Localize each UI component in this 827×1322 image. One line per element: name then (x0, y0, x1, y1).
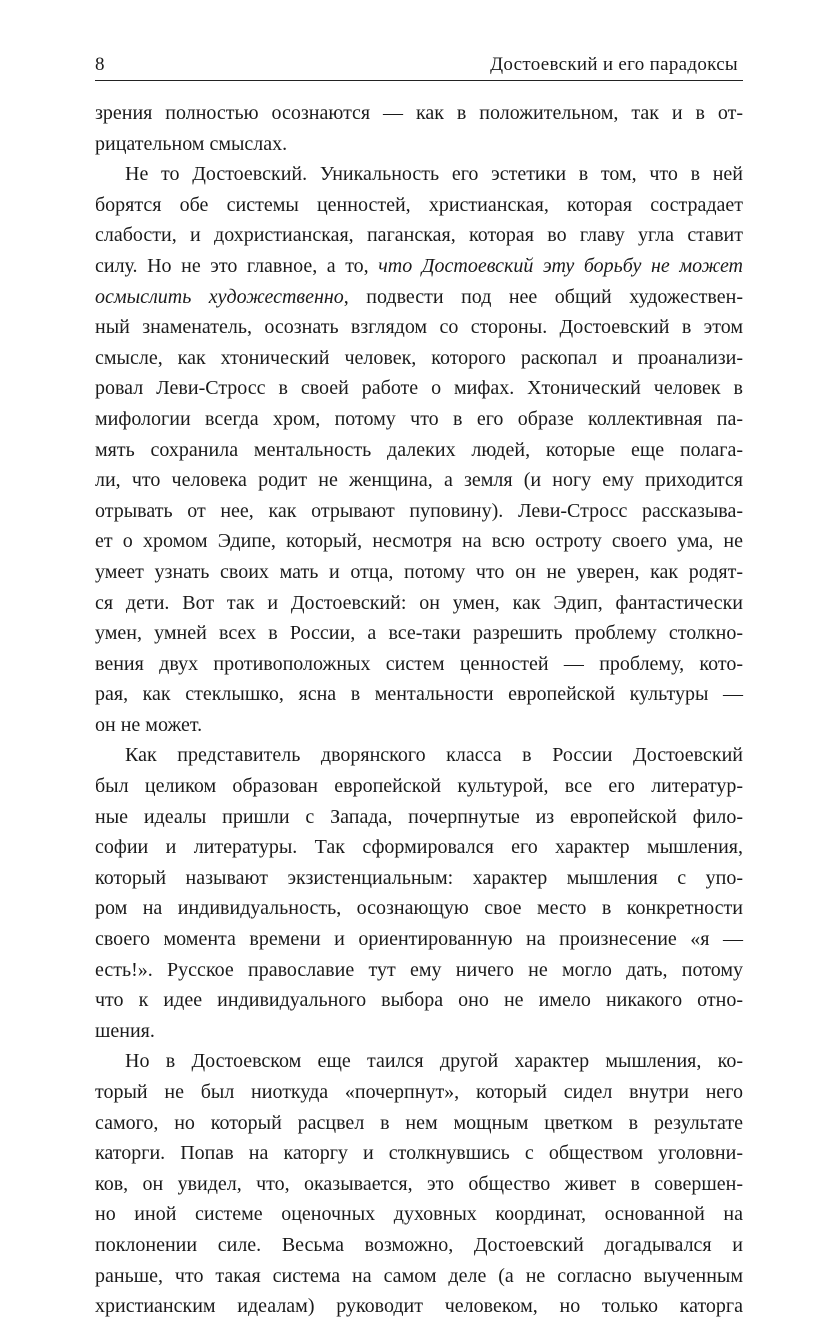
text-line: ся дети. Вот так и Достоевский: он умен, как Эдип, фантастически (95, 591, 743, 614)
text-line: борятся обе системы ценностей, христианская, которая сострадает (95, 193, 743, 216)
text-line: смысле, как хтонический человек, которого раскопал и проанализи- (95, 346, 743, 369)
text-line: но иной системе оценочных духовных координат, основанной на (95, 1203, 743, 1226)
text-line: ровал Леви-Стросс в своей работе о мифах. Хтонический человек в (95, 377, 743, 400)
text-line: мять сохранила ментальность далеких людей, которые еще полага- (95, 438, 743, 461)
text-line: умеет узнать своих мать и отца, потому что он не уверен, как родят- (95, 560, 743, 583)
text-run: силу. Но не это главное, а то, (95, 254, 379, 277)
text-line: ные идеалы пришли с Запада, почерпнутые из европейской фило- (95, 805, 743, 828)
text-line: слабости, и дохристианская, паганская, которая во главу угла ставит (95, 224, 743, 247)
text-line: самого, но который расцвел в нем мощным цветком в результате (95, 1111, 743, 1134)
italic-emphasis: что Достоевский эту борьбу не может (378, 254, 743, 277)
text-line: он не может. (95, 713, 203, 736)
text-line: ли, что человека родит не женщина, а земля (и ногу ему приходится (95, 469, 743, 492)
text-line: зрения полностью осознаются — как в положительном, так и в от- (95, 102, 743, 124)
page-number: 8 (95, 54, 105, 75)
text-line: своего момента времени и ориентированную на произнесение «я — (95, 928, 743, 951)
text-line: вения двух противоположных систем ценностей — проблему, кото- (95, 652, 743, 675)
text-run: , подвести под нее общий художествен- (343, 285, 743, 308)
running-header (95, 50, 743, 81)
text-line: мифологии всегда хром, потому что в его образе коллективная па- (95, 407, 743, 430)
text-line: умен, умней всех в России, а все-таки разрешить проблему столкно- (95, 622, 743, 645)
text-line: ков, он увидел, что, оказывается, это общество живет в совершен- (95, 1172, 743, 1195)
text-line: рая, как стеклышко, ясна в ментальности европейской культуры — (95, 683, 743, 706)
text-line: был целиком образован европейской культурой, все его литератур- (95, 775, 743, 798)
text-line: Как представитель дворянского класса в России Достоевский (125, 744, 743, 767)
italic-emphasis: осмыслить художественно (95, 285, 344, 308)
running-title: Достоевский и его парадоксы (490, 54, 738, 75)
text-line: раньше, что такая система на самом деле (а не согласно выученным (95, 1264, 743, 1287)
text-line: поклонении силе. Весьма возможно, Достоевский догадывался и (95, 1233, 743, 1256)
text-line: ет о хромом Эдипе, который, несмотря на всю остроту своего ума, не (95, 530, 743, 553)
text-line (95, 282, 743, 313)
text-line: Не то Достоевский. Уникальность его эстетики в том, что в ней (125, 163, 743, 186)
text-line: который называют экзистенциальным: характер мышления с упо- (95, 866, 743, 889)
text-line: Но в Достоевском еще таился другой характер мышления, ко- (125, 1050, 743, 1073)
text-line: ром на индивидуальность, осознающую свое место в конкретности (95, 897, 743, 920)
text-line: что к идее индивидуального выбора оно не имело никакого отно- (95, 989, 743, 1012)
text-line: отрывать от нее, как отрывают пуповину). Леви-Стросс рассказыва- (95, 499, 743, 522)
text-line (95, 251, 743, 282)
text-line: есть!». Русское православие тут ему ничего не могло дать, потому (95, 958, 743, 981)
body-text (95, 98, 743, 1322)
text-line: торый не был ниоткуда «почерпнут», который сидел внутри него (95, 1081, 743, 1103)
text-line: каторги. Попав на каторгу и столкнувшись с обществом уголовни- (95, 1142, 743, 1165)
text-line: рицательном смыслах. (95, 132, 288, 155)
text-line: софии и литературы. Так сформировался его характер мышления, (95, 836, 743, 859)
text-line: ный знаменатель, осознать взглядом со стороны. Достоевский в этом (95, 316, 743, 339)
text-line: христианским идеалам) руководит человеком, но только каторга (95, 1295, 743, 1318)
text-line: шения. (95, 1019, 155, 1042)
